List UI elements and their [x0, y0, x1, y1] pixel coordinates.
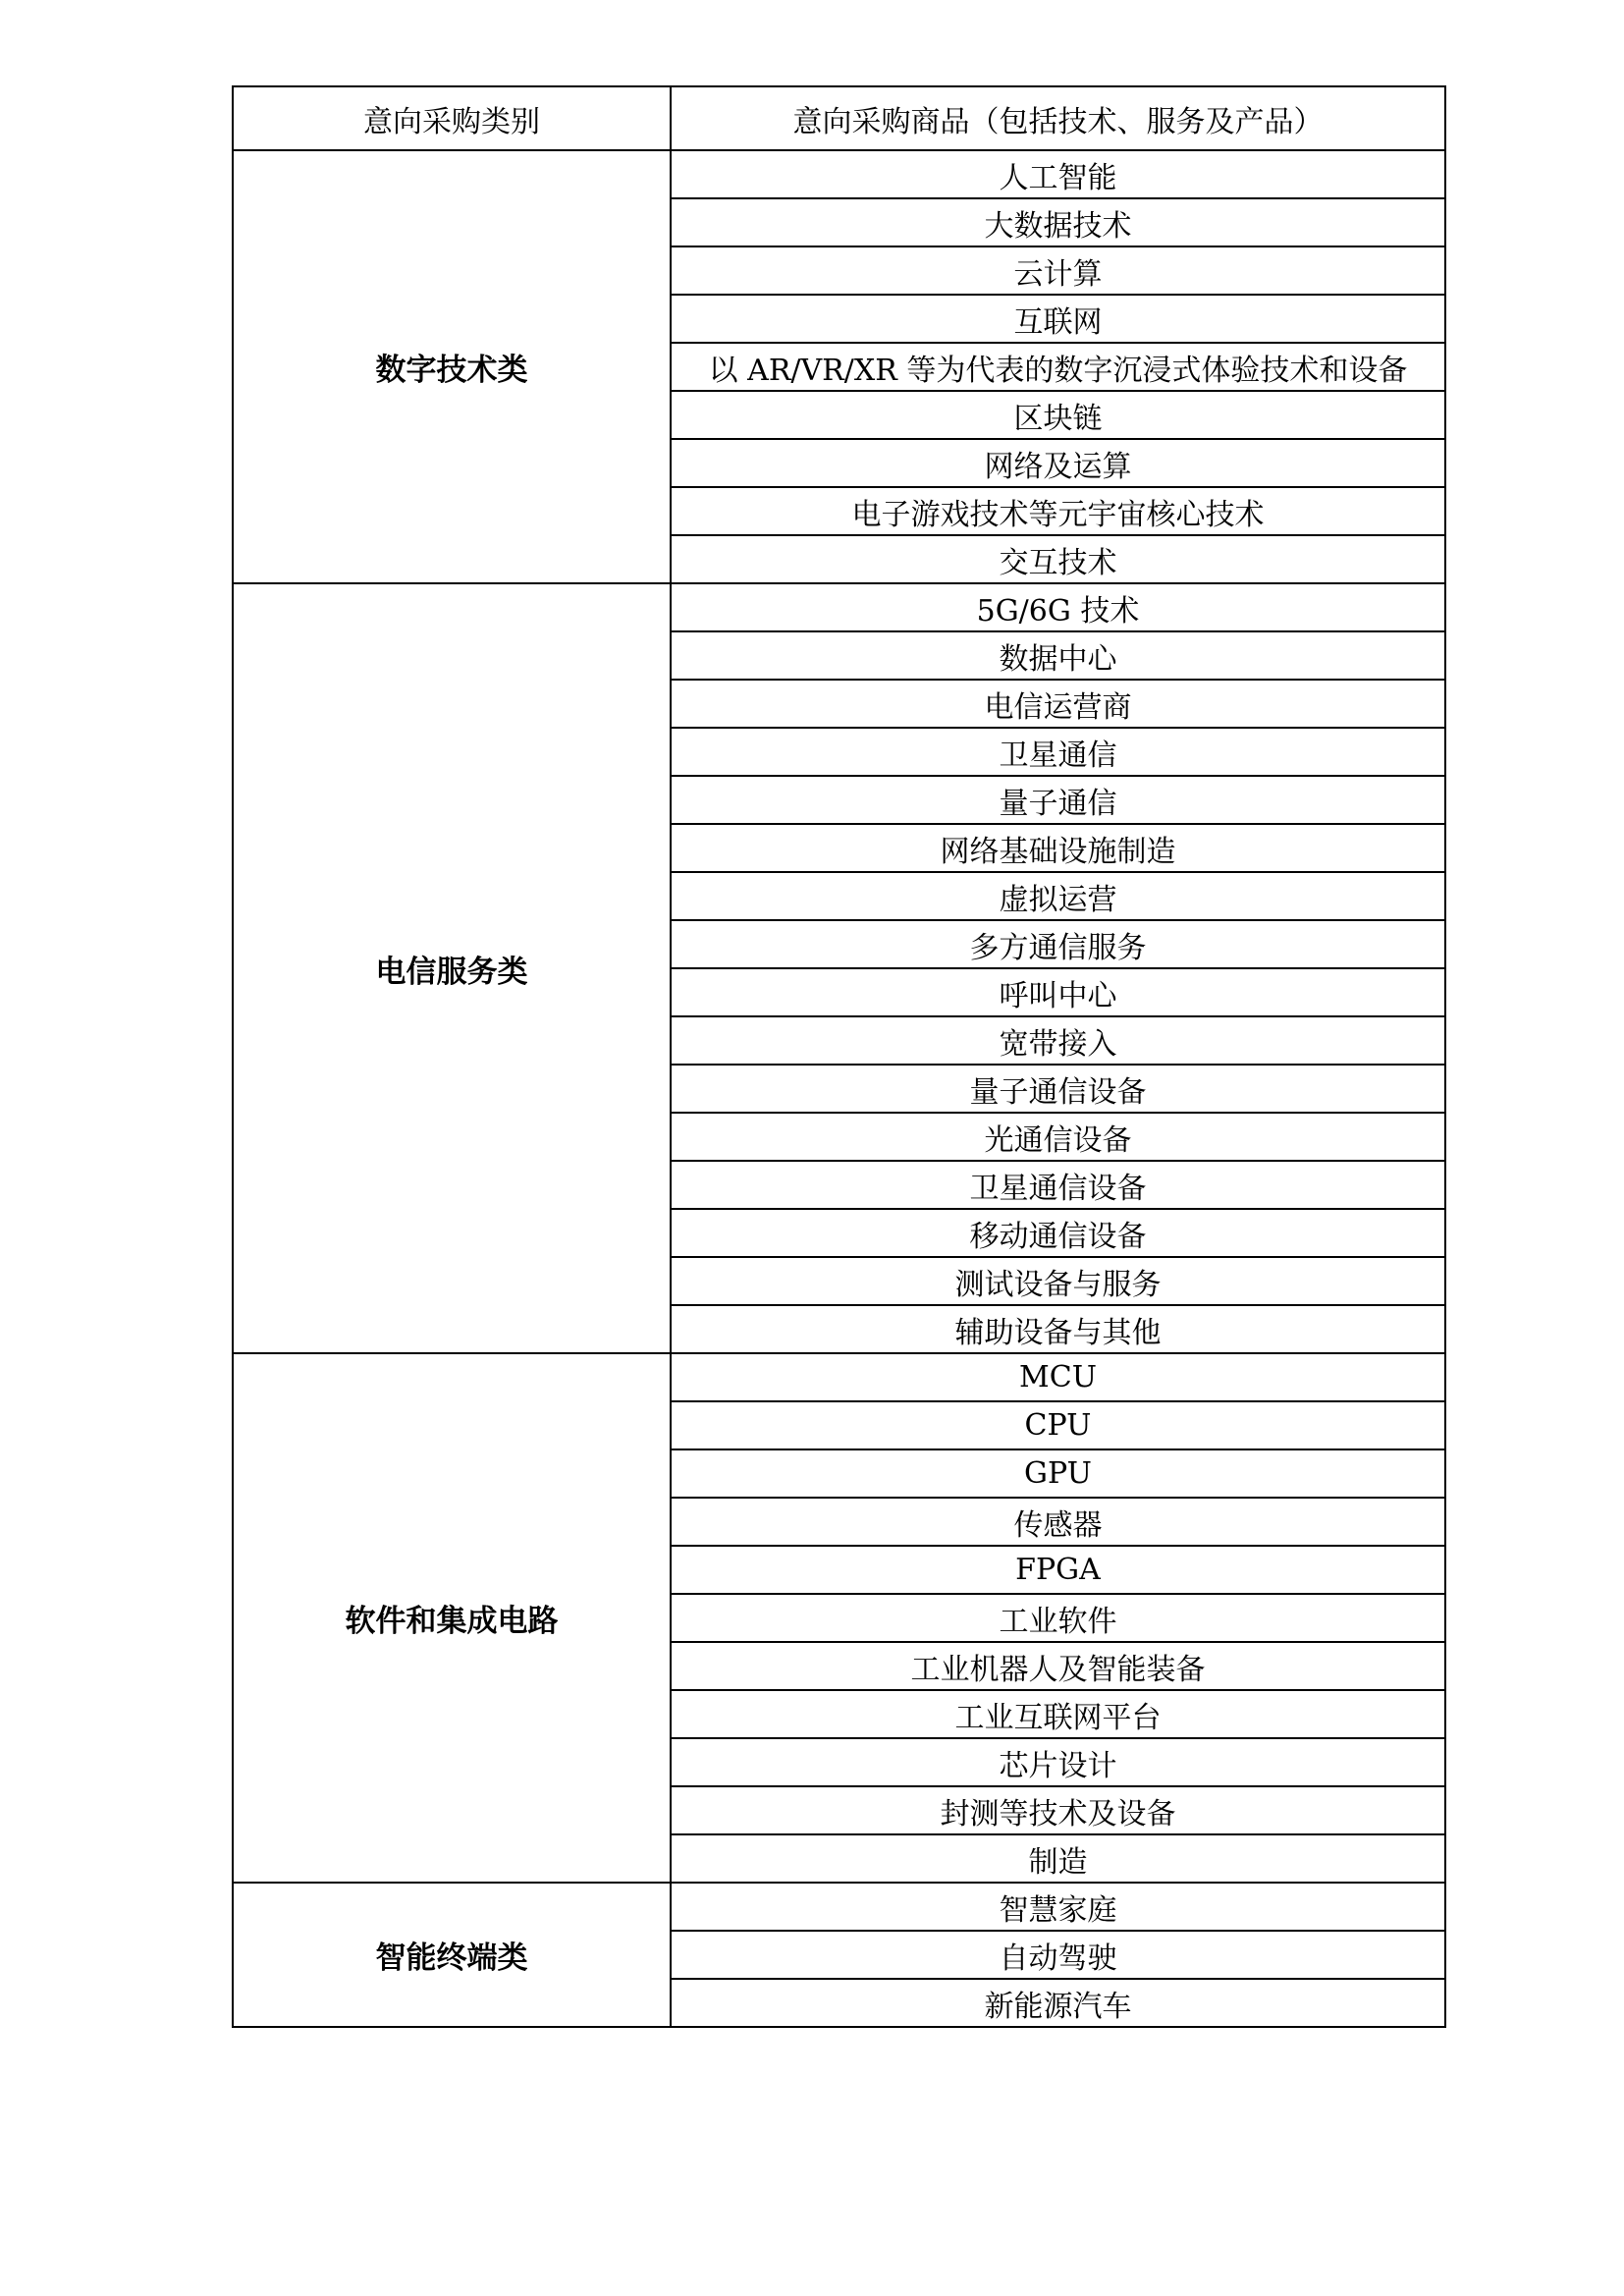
- product-cell: 测试设备与服务: [671, 1257, 1445, 1305]
- product-cell: 量子通信: [671, 776, 1445, 824]
- product-cell: 虚拟运营: [671, 872, 1445, 920]
- table-row: [233, 150, 1445, 198]
- product-cell: 辅助设备与其他: [671, 1305, 1445, 1353]
- product-cell: 电信运营商: [671, 680, 1445, 728]
- category-cell: 智能终端类: [233, 1883, 671, 2027]
- product-cell: 数据中心: [671, 631, 1445, 680]
- product-cell: 呼叫中心: [671, 968, 1445, 1016]
- product-cell: 制造: [671, 1834, 1445, 1883]
- category-cell: 软件和集成电路: [233, 1353, 671, 1883]
- product-cell: 大数据技术: [671, 198, 1445, 246]
- table-row: [233, 1883, 1445, 1931]
- procurement-table: [232, 85, 1446, 2028]
- product-cell: 新能源汽车: [671, 1979, 1445, 2027]
- table-row: [233, 583, 1445, 631]
- product-cell: 区块链: [671, 391, 1445, 439]
- product-cell: 5G/6G 技术: [671, 583, 1445, 631]
- product-cell: 芯片设计: [671, 1738, 1445, 1786]
- table-body: [233, 150, 1445, 2027]
- product-cell: 工业互联网平台: [671, 1690, 1445, 1738]
- product-cell: 交互技术: [671, 535, 1445, 583]
- product-cell: 网络及运算: [671, 439, 1445, 487]
- header-category: 意向采购类别: [233, 86, 671, 150]
- product-cell: 传感器: [671, 1498, 1445, 1546]
- product-cell: 移动通信设备: [671, 1209, 1445, 1257]
- product-cell: 工业软件: [671, 1594, 1445, 1642]
- product-cell: 以 AR/VR/XR 等为代表的数字沉浸式体验技术和设备: [671, 343, 1445, 391]
- product-cell: 多方通信服务: [671, 920, 1445, 968]
- product-cell: 人工智能: [671, 150, 1445, 198]
- header-products: 意向采购商品（包括技术、服务及产品）: [671, 86, 1445, 150]
- product-cell: 云计算: [671, 246, 1445, 295]
- product-cell: 量子通信设备: [671, 1065, 1445, 1113]
- product-cell: 自动驾驶: [671, 1931, 1445, 1979]
- product-cell: 智慧家庭: [671, 1883, 1445, 1931]
- product-cell: 网络基础设施制造: [671, 824, 1445, 872]
- product-cell: FPGA: [671, 1546, 1445, 1594]
- category-cell: 数字技术类: [233, 150, 671, 583]
- table-row: [233, 1353, 1445, 1401]
- product-cell: 工业机器人及智能装备: [671, 1642, 1445, 1690]
- table-header-row: [233, 86, 1445, 150]
- product-cell: 光通信设备: [671, 1113, 1445, 1161]
- product-cell: 电子游戏技术等元宇宙核心技术: [671, 487, 1445, 535]
- product-cell: 互联网: [671, 295, 1445, 343]
- product-cell: CPU: [671, 1401, 1445, 1449]
- product-cell: GPU: [671, 1449, 1445, 1498]
- product-cell: 宽带接入: [671, 1016, 1445, 1065]
- product-cell: MCU: [671, 1353, 1445, 1401]
- product-cell: 卫星通信设备: [671, 1161, 1445, 1209]
- product-cell: 卫星通信: [671, 728, 1445, 776]
- product-cell: 封测等技术及设备: [671, 1786, 1445, 1834]
- category-cell: 电信服务类: [233, 583, 671, 1353]
